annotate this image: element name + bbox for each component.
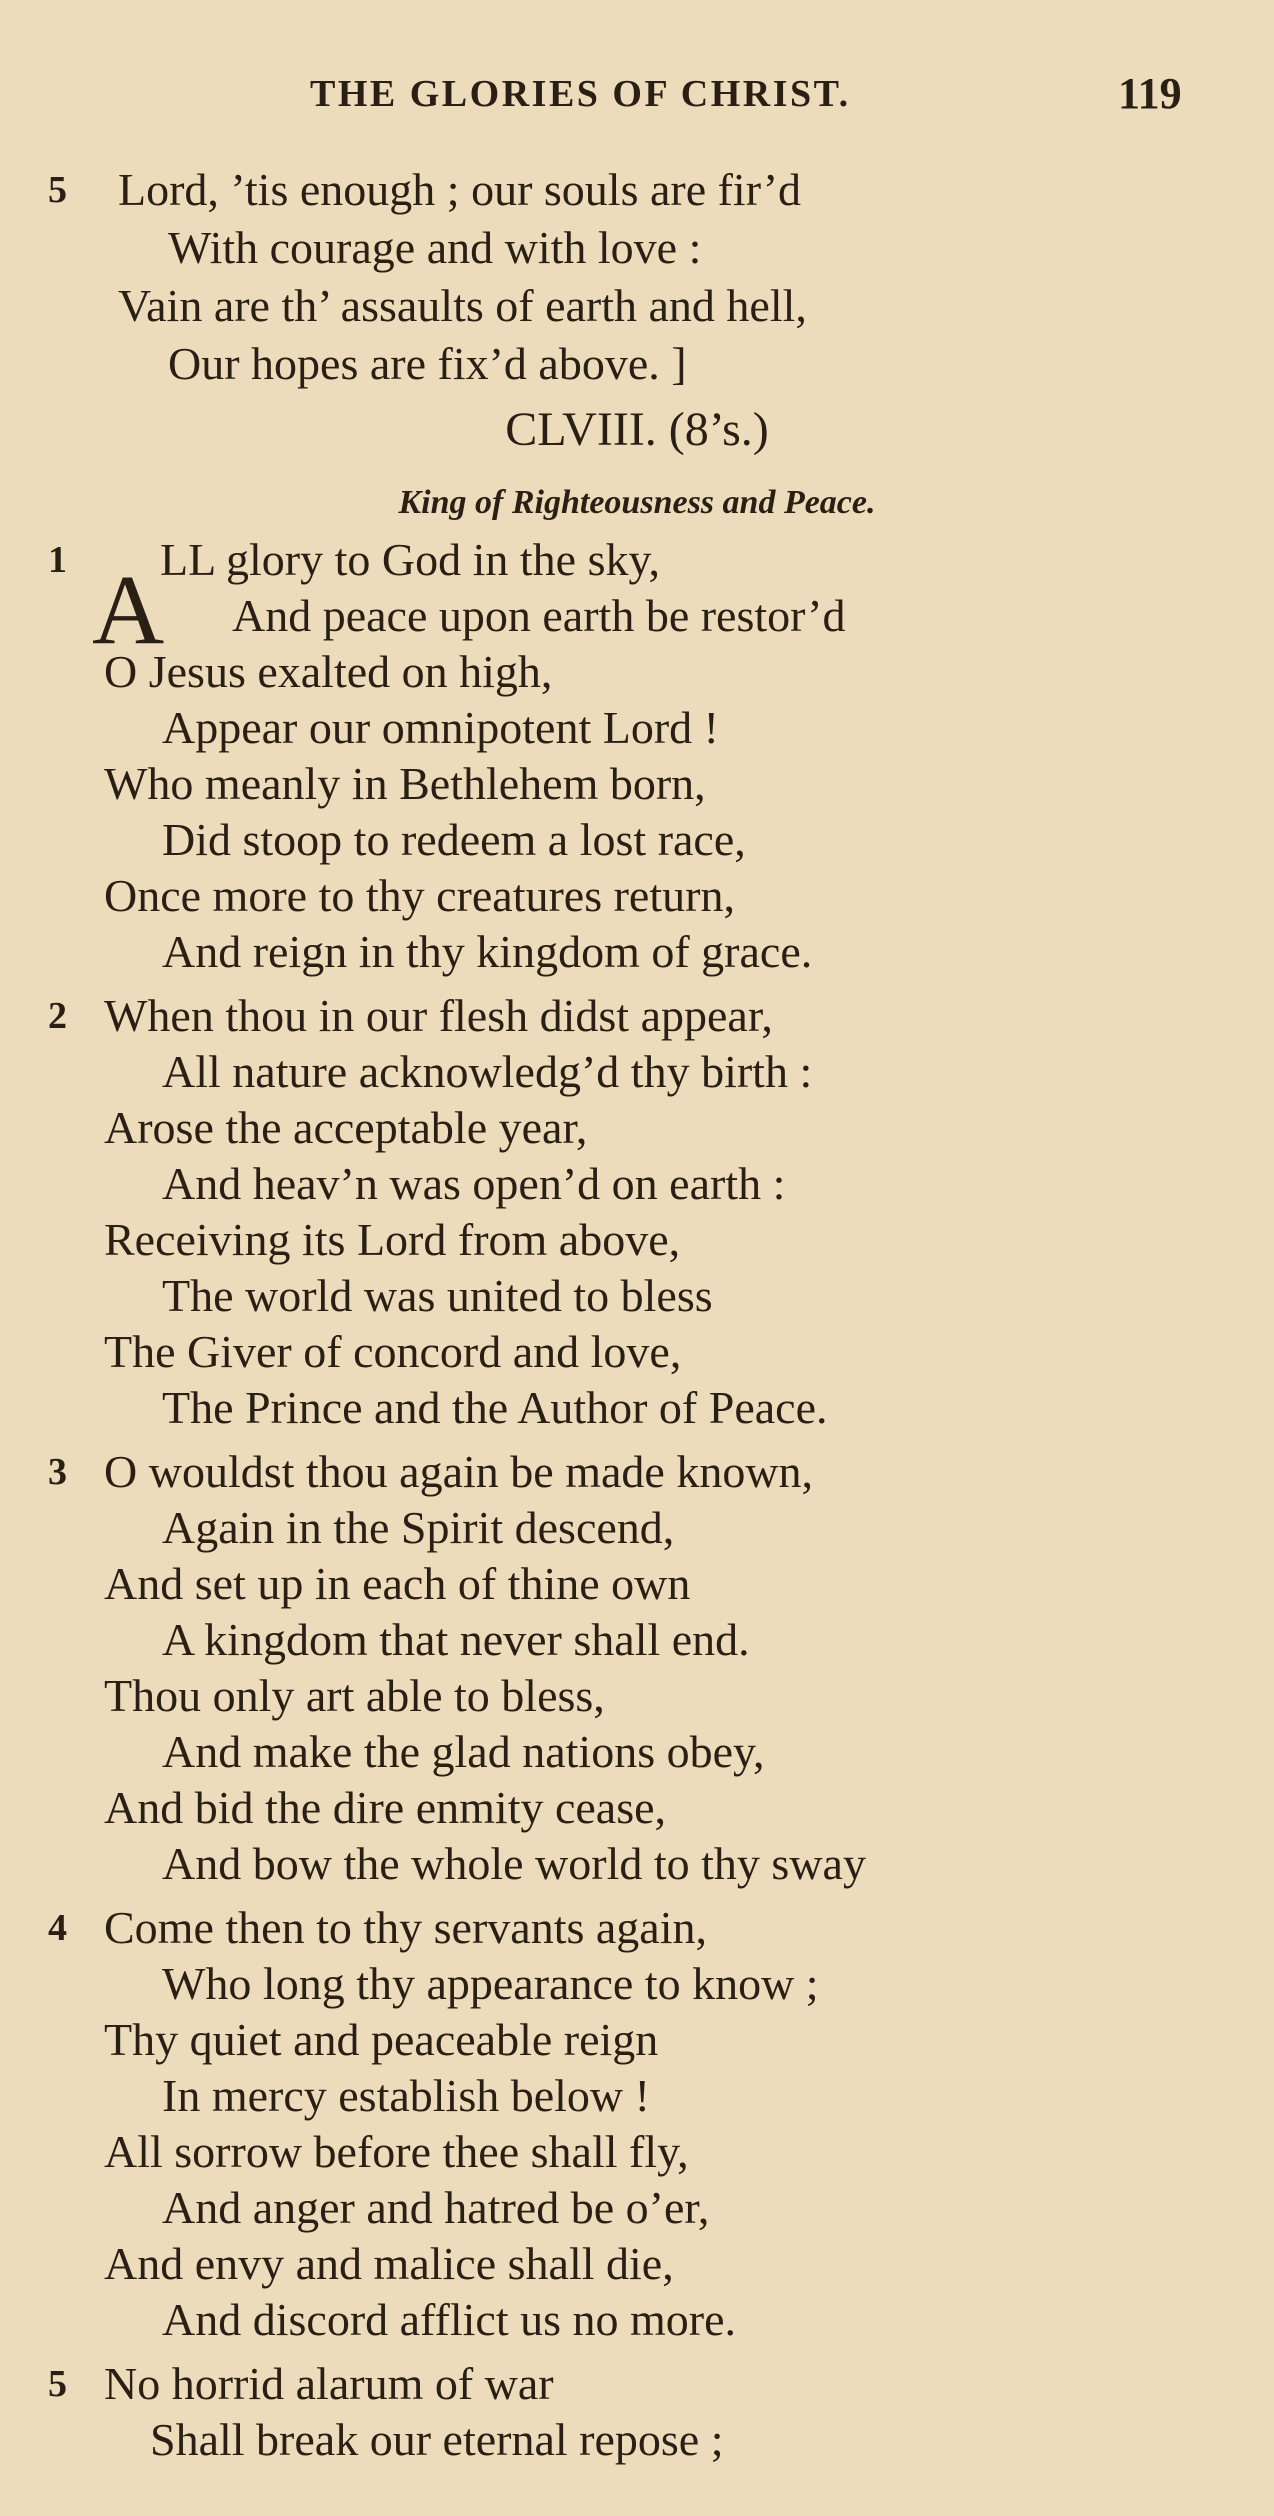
verse-line: And reign in thy kingdom of grace. [162,926,813,977]
verse-line: And discord afflict us no more. [162,2294,737,2345]
verse-line: No horrid alarum of war [104,2358,554,2409]
verse-line: Lord, ’tis enough ; our souls are fir’d [118,164,802,215]
verse-line: And bow the whole world to thy sway [162,1838,866,1889]
page-header [0,62,1274,122]
page-number: 119 [1118,69,1182,118]
verse-line: And heav’n was open’d on earth : [162,1158,786,1209]
verse-line: Who long thy appearance to know ; [162,1958,819,2009]
verse-line: Our hopes are fix’d above. ] [168,338,687,389]
verse-line: Receiving its Lord from above, [104,1214,681,1265]
stanza-number: 2 [48,995,67,1037]
stanza-number: 1 [48,539,67,581]
verse-line: With courage and with love : [168,222,702,273]
verse-line: The Giver of concord and love, [104,1326,682,1377]
verse-line: And set up in each of thine own [104,1558,691,1609]
verse-line: The Prince and the Author of Peace. [162,1382,828,1433]
hymn-subtitle: King of Righteousness and Peace. [398,484,876,521]
verse-line: Vain are th’ assaults of earth and hell, [118,280,807,331]
verse-line: And peace upon earth be restor’d [232,590,846,641]
running-title: THE GLORIES OF CHRIST. [310,73,851,115]
drop-cap: A [92,554,165,665]
verse-line: O Jesus exalted on high, [104,646,553,697]
verse-line: Appear our omnipotent Lord ! [162,702,719,753]
verse-line: When thou in our flesh didst appear, [104,990,773,1041]
verse-line: In mercy establish below ! [162,2070,650,2121]
verse-line: A kingdom that never shall end. [162,1614,750,1665]
verse-line: All nature acknowledg’d thy birth : [162,1046,813,1097]
verse-line: Again in the Spirit descend, [162,1502,675,1553]
verse-line: LL glory to God in the sky, [160,534,660,585]
verse-line: Who meanly in Bethlehem born, [104,758,706,809]
verse-line: Once more to thy creatures return, [104,870,735,921]
stanza-number: 3 [48,1451,67,1493]
verse-line: And bid the dire enmity cease, [104,1782,667,1833]
verse-line: Thou only art able to bless, [104,1670,605,1721]
verse-line: Shall break our eternal repose ; [150,2414,724,2465]
hymn-number: CLVIII. (8’s.) [505,403,769,456]
verse-line: Did stoop to redeem a lost race, [162,814,746,865]
verse-line: The world was united to bless [162,1270,713,1321]
verse-line: Come then to thy servants again, [104,1902,707,1953]
stanza-number: 5 [48,169,67,211]
verse-line: And make the glad nations obey, [162,1726,765,1777]
verse-line: All sorrow before thee shall fly, [104,2126,689,2177]
verse-line: Thy quiet and peaceable reign [104,2014,659,2065]
verse-line: O wouldst thou again be made known, [104,1446,814,1497]
verse-line: And anger and hatred be o’er, [162,2182,710,2233]
verse-line: Arose the acceptable year, [104,1102,588,1153]
stanza-number: 4 [48,1907,67,1949]
stanza-number: 5 [48,2363,67,2405]
verse-line: And envy and malice shall die, [104,2238,674,2289]
